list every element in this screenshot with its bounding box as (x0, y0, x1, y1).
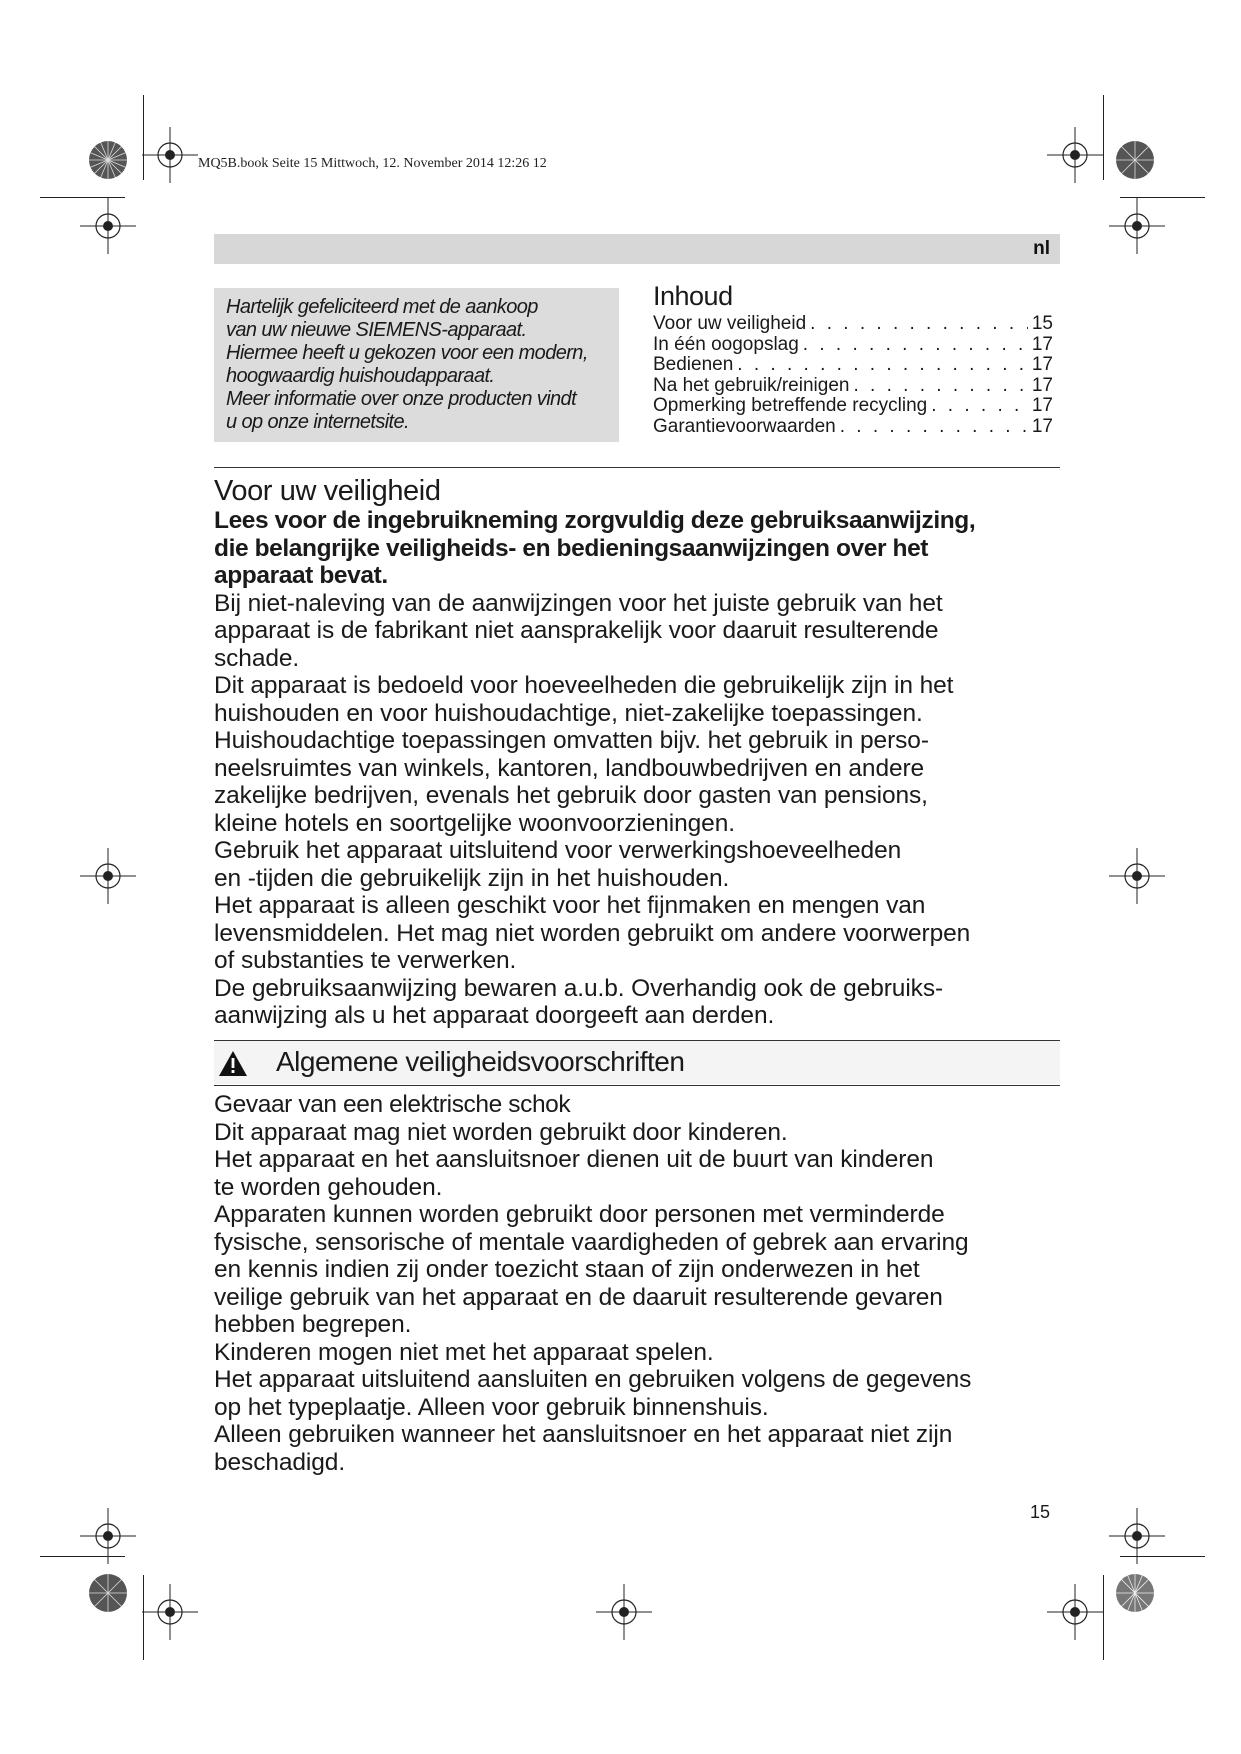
intro-line: Meer informatie over onze producten vindt (226, 388, 577, 410)
body-line: apparaat is de fabrikant niet aansprakelijk voor daaruit resulterende (214, 617, 939, 644)
book-info: MQ5B.book Seite 15 Mittwoch, 12. November 2014 12:26 12 (198, 156, 547, 171)
toc-entry[interactable] (653, 355, 1053, 376)
body-line: en kennis indien zij onder toezicht staan of zijn onderwezen in het (214, 1256, 920, 1283)
body-line: beschadigd. (214, 1448, 346, 1476)
body-line: fysische, sensorische of mentale vaardigheden of gebrek aan ervaring (214, 1228, 969, 1256)
toc-title: Inhoud (653, 281, 733, 311)
intro-line: hoogwaardig huishoudapparaat. (226, 365, 495, 387)
body-line: of substanties te verwerken. (214, 947, 517, 974)
intro-line: Hartelijk gefeliciteerd met de aankoop (226, 296, 538, 318)
lead-line: apparaat bevat. (214, 562, 388, 589)
safety-section (214, 475, 1074, 1030)
section-divider (214, 1085, 1060, 1086)
registration-mark-icon (1047, 127, 1103, 183)
toc-entry[interactable] (653, 314, 1053, 335)
warning-heading (214, 1041, 1060, 1084)
toc-entry-label: Na het gebruik/reinigen (653, 374, 850, 396)
body-line: De gebruiksaanwijzing bewaren a.u.b. Overhandig ook de gebruiks- (214, 974, 944, 1002)
registration-mark-icon (80, 198, 136, 254)
toc-entry[interactable] (653, 396, 1053, 417)
toc-leader (931, 396, 1028, 417)
page-number: 15 (1030, 1502, 1051, 1522)
crop-line (1103, 95, 1104, 180)
intro-line: van uw nieuwe SIEMENS-apparaat. (226, 319, 527, 341)
registration-mark-icon (142, 1584, 198, 1640)
lead-line: Lees voor de ingebruikneming zorgvuldig deze gebruiksaanwijzing, (214, 507, 976, 534)
toc-entry-page: 17 (1031, 333, 1053, 355)
section-divider (214, 467, 1060, 468)
table-of-contents (653, 314, 1053, 438)
toc-leader (810, 314, 1028, 335)
toc-entry-label: Voor uw veiligheid (653, 313, 807, 334)
toc-entry-page: 17 (1031, 395, 1053, 417)
body-line: Kinderen mogen niet met het apparaat spelen. (214, 1338, 714, 1366)
body-line: neelsruimtes van winkels, kantoren, landbouwbedrijven en andere (214, 754, 925, 782)
body-line: kleine hotels en soortgelijke woonvoorzieningen. (214, 809, 735, 837)
body-line: hebben begrepen. (214, 1311, 412, 1338)
toc-entry-label: Opmerking betreffende recycling (653, 395, 928, 417)
body-line: Het apparaat is alleen geschikt voor het fijnmaken en mengen van (214, 892, 926, 919)
registration-mark-icon (142, 127, 198, 183)
toc-entry-page: 17 (1031, 415, 1053, 437)
registration-mark-icon (1109, 1508, 1165, 1564)
toc-leader (853, 376, 1027, 397)
warning-triangle-icon (218, 1050, 248, 1077)
toc-entry-label: In één oogopslag (653, 333, 799, 355)
registration-mark-icon (596, 1584, 652, 1640)
registration-mark-icon (1109, 198, 1165, 254)
toc-entry[interactable] (653, 417, 1053, 438)
warning-title: Algemene veiligheidsvoorschriften (276, 1046, 685, 1077)
toc-leader (737, 355, 1028, 376)
body-line: en -tijden die gebruikelijk zijn in het huishouden. (214, 864, 730, 892)
body-line: op het typeplaatje. Alleen voor gebruik binnenshuis. (214, 1393, 769, 1421)
body-line: Apparaten kunnen worden gebruikt door personen met verminderde (214, 1201, 945, 1228)
language-code: nl (1033, 238, 1050, 259)
intro-line: u op onze internetsite. (226, 411, 409, 433)
toc-entry-label: Bedienen (653, 354, 734, 376)
toc-leader (840, 417, 1028, 438)
body-line: te worden gehouden. (214, 1173, 443, 1201)
registration-mark-icon (1109, 848, 1165, 904)
toc-entry[interactable] (653, 376, 1053, 397)
body-line: schade. (214, 644, 300, 672)
starburst-target-icon (88, 1573, 128, 1613)
toc-entry-page: 17 (1031, 354, 1053, 376)
intro-box (214, 288, 619, 442)
starburst-target-icon (1115, 140, 1155, 180)
language-bar (214, 234, 1060, 264)
registration-mark-icon (1047, 1584, 1103, 1640)
starburst-target-icon (88, 140, 128, 180)
lead-line: die belangrijke veiligheids- en bedieningsaanwijzingen over het (214, 534, 929, 562)
body-line: Dit apparaat is bedoeld voor hoeveelheden die gebruikelijk zijn in het (214, 672, 954, 699)
subsection-title: Gevaar van een elektrische schok (214, 1091, 571, 1118)
body-line: veilige gebruik van het apparaat en de daaruit resulterende gevaren (214, 1283, 943, 1311)
body-line: Alleen gebruiken wanneer het aansluitsnoer en het apparaat niet zijn (214, 1421, 953, 1448)
toc-leader (803, 335, 1028, 356)
intro-line: Hiermee heeft u gekozen voor een modern, (226, 342, 588, 364)
body-line: Bij niet-naleving van de aanwijzingen voor het juiste gebruik van het (214, 589, 943, 617)
body-line: zakelijke bedrijven, evenals het gebruik door gasten van pensions, (214, 782, 928, 809)
starburst-target-icon (1115, 1573, 1155, 1613)
body-line: Het apparaat en het aansluitsnoer dienen uit de buurt van kinderen (214, 1146, 934, 1173)
registration-mark-icon (80, 1508, 136, 1564)
crop-line (1103, 1575, 1104, 1660)
toc-entry-label: Garantievoorwaarden (653, 415, 836, 437)
section-title: Voor uw veiligheid (214, 475, 441, 507)
body-line: Gebruik het apparaat uitsluitend voor verwerkingshoeveelheden (214, 837, 902, 864)
body-line: levensmiddelen. Het mag niet worden gebruikt om andere voorwerpen (214, 919, 971, 947)
body-line: Dit apparaat mag niet worden gebruikt door kinderen. (214, 1118, 788, 1146)
registration-mark-icon (80, 848, 136, 904)
toc-entry-page: 15 (1031, 313, 1053, 334)
toc-entry-page: 17 (1031, 374, 1053, 396)
general-safety-section (214, 1091, 1074, 1476)
body-line: huishouden en voor huishoudachtige, niet-zakelijke toepassingen. (214, 699, 923, 727)
body-line: Huishoudachtige toepassingen omvatten bijv. het gebruik in perso- (214, 727, 929, 754)
toc-entry[interactable] (653, 335, 1053, 356)
body-line: aanwijzing als u het apparaat doorgeeft aan derden. (214, 1002, 775, 1029)
body-line: Het apparaat uitsluitend aansluiten en gebruiken volgens de gegevens (214, 1366, 972, 1393)
